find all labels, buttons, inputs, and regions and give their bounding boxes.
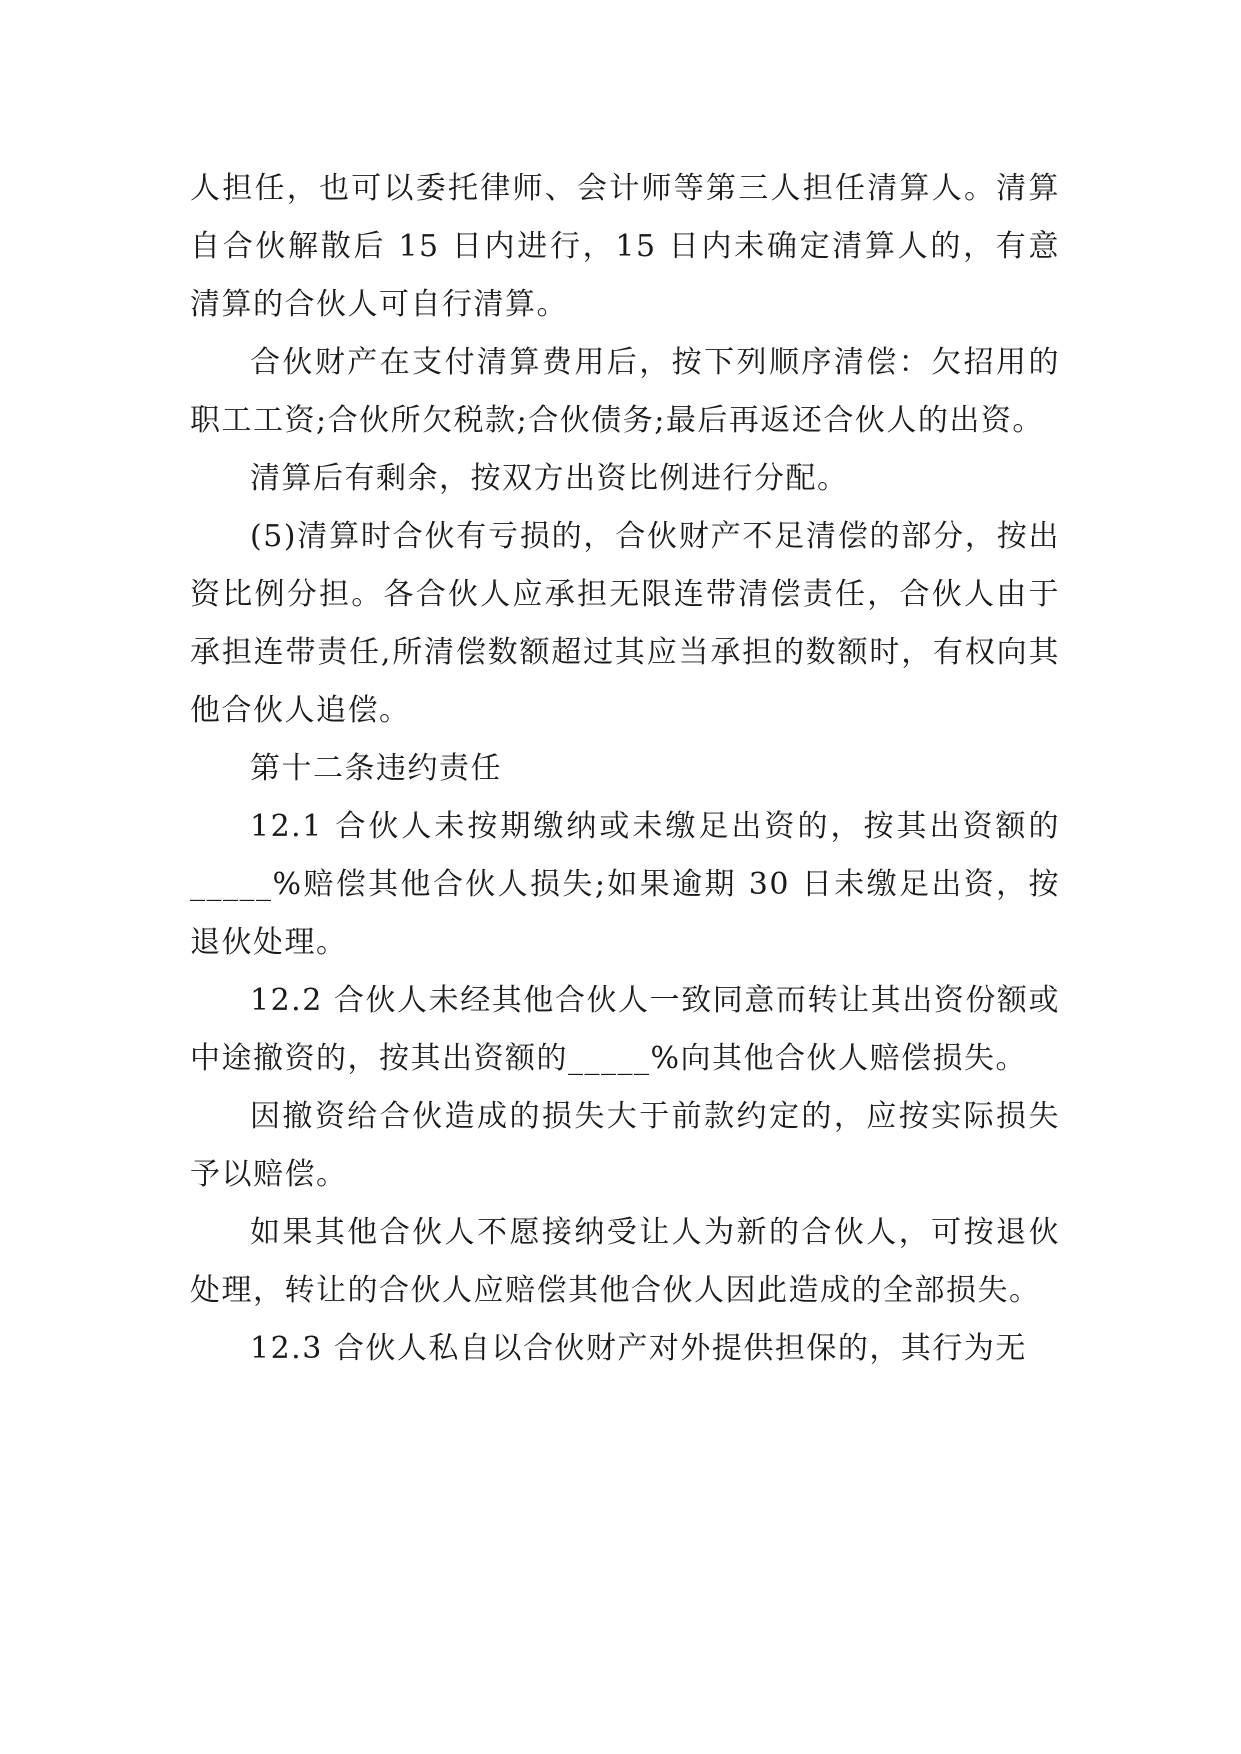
clause-12-2: 12.2 合伙人未经其他合伙人一致同意而转让其出资份额或中途撤资的，按其出资额的_____%向其他合伙人赔偿损失。 — [190, 983, 1060, 1076]
paragraph-actual-loss-compensation: 因撤资给合伙造成的损失大于前款约定的，应按实际损失予以赔偿。 — [190, 1099, 1060, 1192]
section-heading-breach-liability: 第十二条违约责任 — [250, 751, 502, 786]
paragraph-transferee-rejection: 如果其他合伙人不愿接纳受让人为新的合伙人，可按退伙处理，转让的合伙人应赔偿其他合伙人因此造成的全部损失。 — [190, 1215, 1060, 1308]
paragraph-liquidator-continuation: 人担任，也可以委托律师、会计师等第三人担任清算人。清算自合伙解散后 15 日内进行，15 日内未确定清算人的，有意清算的合伙人可自行清算。 — [190, 171, 1060, 322]
clause-12-1: 12.1 合伙人未按期缴纳或未缴足出资的，按其出资额的_____%赔偿其他合伙人损失;如果逾期 30 日未缴足出资，按退伙处理。 — [190, 809, 1060, 960]
paragraph-repayment-order: 合伙财产在支付清算费用后，按下列顺序清偿：欠招用的职工工资;合伙所欠税款;合伙债务;最后再返还合伙人的出资。 — [190, 345, 1060, 438]
clause-12-3: 12.3 合伙人私自以合伙财产对外提供担保的，其行为无 — [250, 1331, 1027, 1366]
document-body — [190, 160, 1060, 1378]
paragraph-loss-sharing: (5)清算时合伙有亏损的，合伙财产不足清偿的部分，按出资比例分担。各合伙人应承担无限连带清偿责任，合伙人由于承担连带责任,所清偿数额超过其应当承担的数额时，有权向其他合伙人追偿。 — [190, 519, 1060, 728]
paragraph-surplus-distribution: 清算后有剩余，按双方出资比例进行分配。 — [250, 461, 849, 496]
